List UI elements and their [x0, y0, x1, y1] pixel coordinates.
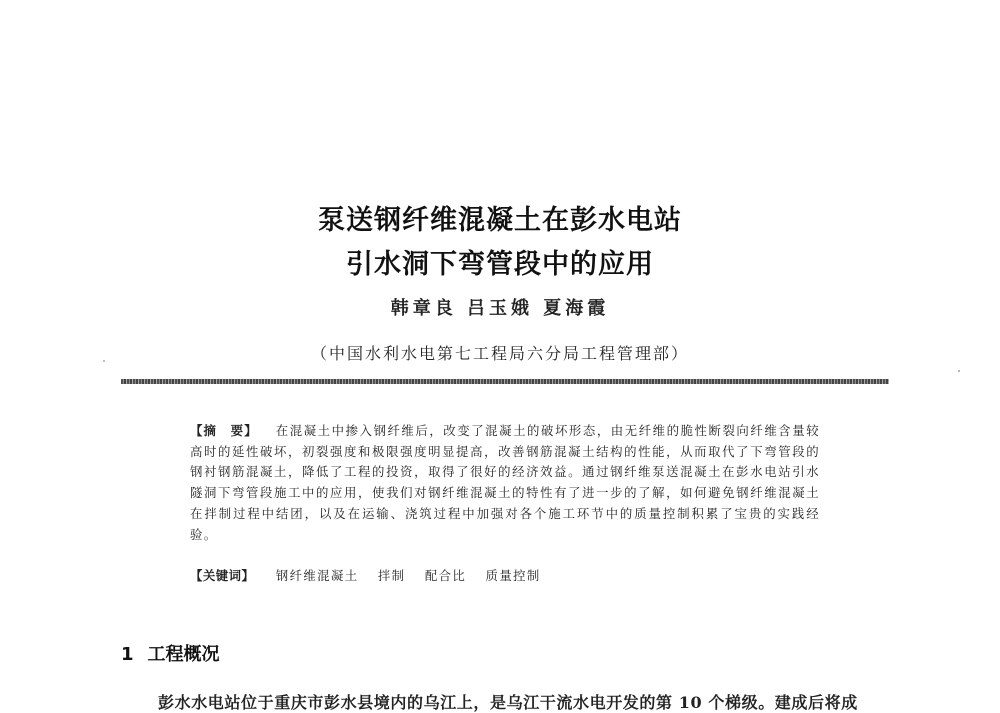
section-title: 工程概况	[147, 644, 220, 665]
scan-speck	[958, 370, 960, 372]
keywords-block	[190, 566, 820, 584]
body-paragraph: 彭水水电站位于重庆市彭水县境内的乌江上，是乌江干流水电开发的第 10 个梯级。建成后将成	[158, 693, 858, 712]
section-number: 1	[121, 644, 134, 665]
affiliation: （中国水利水电第七工程局六分局工程管理部）	[310, 344, 689, 363]
keyword-item: 配合比	[424, 568, 467, 583]
keyword-item: 质量控制	[485, 568, 541, 583]
keywords-label: 【关键词】	[190, 568, 255, 583]
paper-title-line-2: 引水洞下弯管段中的应用	[346, 249, 654, 280]
abstract-label: 【摘 要】	[190, 423, 258, 438]
author-list: 韩章良 吕玉娥 夏海霞	[390, 298, 610, 319]
abstract-block	[190, 421, 820, 545]
paper-title-line-1: 泵送钢纤维混凝土在彭水电站	[318, 205, 682, 236]
keyword-item: 拌制	[377, 568, 406, 583]
section-heading	[121, 640, 220, 666]
scan-speck	[103, 360, 105, 362]
divider-rule	[121, 379, 889, 384]
keyword-item: 钢纤维混凝土	[275, 568, 359, 583]
abstract-text: 在混凝土中掺入钢纤维后，改变了混凝土的破坏形态，由无纤维的脆性断裂向纤维含量较高时的延性破坏，初裂强度和极限强度明显提高，改善钢筋混凝土结构的性能，从而取代了下弯管段的钢衬钢筋混凝土，降低了工程的投资，取得了很好的经济效益。通过钢纤维泵送混凝土在彭水电站引水隧洞下弯管段施工中的应用，使我们对钢纤维混凝土的特性有了进一步的了解，如何避免钢纤维混凝土在拌制过程中结团，以及在运输、浇筑过程中加强对各个施工环节中的质量控制积累了宝贵的实践经验。	[190, 423, 820, 542]
